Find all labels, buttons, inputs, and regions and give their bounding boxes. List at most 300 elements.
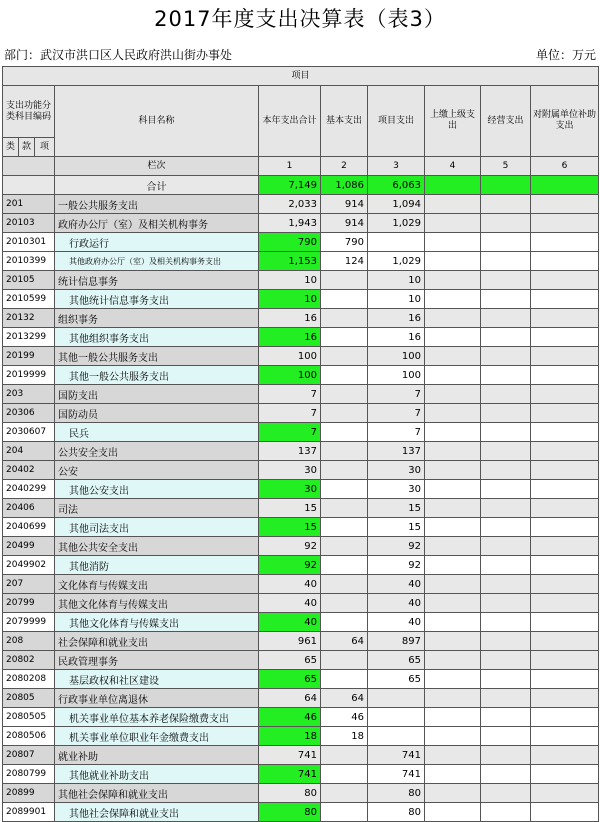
sum-operating [481,176,531,195]
row-subject-name: 国防支出 [55,385,259,404]
row-basic [321,404,368,423]
row-total: 100 [259,366,321,385]
header-operating: 经营支出 [481,86,531,157]
row-subject-name: 基层政权和社区建设 [55,670,259,689]
row-basic: 790 [321,233,368,252]
row-operating [481,404,531,423]
row-basic [321,309,368,328]
row-subject-name: 政府办公厅（室）及相关机构事务 [55,214,259,233]
row-basic [321,366,368,385]
row-upper [425,689,481,708]
row-affiliated [531,537,599,556]
row-upper [425,404,481,423]
row-affiliated [531,556,599,575]
row-affiliated [531,271,599,290]
row-affiliated [531,689,599,708]
row-total: 7 [259,423,321,442]
row-upper [425,442,481,461]
row-code: 20199 [3,347,55,366]
table-row [3,632,599,651]
sum-affiliated [531,176,599,195]
row-subject-name: 行政事业单位离退休 [55,689,259,708]
row-affiliated [531,727,599,746]
table-row [3,385,599,404]
row-affiliated [531,499,599,518]
row-operating [481,765,531,784]
row-upper [425,594,481,613]
row-operating [481,746,531,765]
row-subject-name: 公安 [55,461,259,480]
row-upper [425,499,481,518]
row-upper [425,575,481,594]
row-code: 20105 [3,271,55,290]
row-subject-name: 其他一般公共服务支出 [55,347,259,366]
row-affiliated [531,803,599,822]
table-row [3,442,599,461]
row-basic [321,290,368,309]
row-affiliated [531,784,599,803]
table-row [3,366,599,385]
row-code: 204 [3,442,55,461]
row-total: 40 [259,594,321,613]
row-basic: 914 [321,214,368,233]
row-code: 20805 [3,689,55,708]
row-operating [481,195,531,214]
col-num: 1 [259,157,321,176]
row-project [368,708,425,727]
row-basic [321,537,368,556]
row-total: 92 [259,556,321,575]
row-project: 65 [368,651,425,670]
row-code: 2030607 [3,423,55,442]
row-subject-name: 其他就业补助支出 [55,765,259,784]
row-subject-name: 民政管理事务 [55,651,259,670]
row-subject-name: 其他一般公共服务支出 [55,366,259,385]
row-total: 40 [259,575,321,594]
row-upper [425,556,481,575]
row-project: 1,029 [368,214,425,233]
row-code: 2010301 [3,233,55,252]
row-project: 16 [368,328,425,347]
table-row [3,537,599,556]
row-total: 40 [259,613,321,632]
header-lei: 类 [3,138,19,157]
row-upper [425,518,481,537]
row-total: 10 [259,290,321,309]
row-code: 20802 [3,651,55,670]
row-total: 790 [259,233,321,252]
row-operating [481,594,531,613]
report-meta [4,46,596,66]
row-total: 16 [259,328,321,347]
row-upper [425,708,481,727]
table-row [3,309,599,328]
row-total: 15 [259,518,321,537]
header-basic: 基本支出 [321,86,368,157]
row-basic [321,480,368,499]
row-operating [481,442,531,461]
row-upper [425,480,481,499]
row-code: 20306 [3,404,55,423]
table-row [3,290,599,309]
table-row [3,252,599,271]
row-affiliated [531,385,599,404]
row-operating [481,366,531,385]
row-subject-name: 公共安全支出 [55,442,259,461]
row-affiliated [531,708,599,727]
row-project: 80 [368,784,425,803]
row-basic: 914 [321,195,368,214]
row-subject-name: 就业补助 [55,746,259,765]
row-operating [481,708,531,727]
row-total: 741 [259,765,321,784]
row-project: 30 [368,461,425,480]
row-total: 1,153 [259,252,321,271]
row-affiliated [531,575,599,594]
table-row [3,214,599,233]
row-affiliated [531,366,599,385]
row-affiliated [531,309,599,328]
row-affiliated [531,765,599,784]
row-upper [425,328,481,347]
table-row [3,480,599,499]
row-affiliated [531,423,599,442]
header-subject-name: 科目名称 [55,86,259,157]
table-row [3,271,599,290]
row-project: 1,029 [368,252,425,271]
row-affiliated [531,746,599,765]
sum-project: 6,063 [368,176,425,195]
table-row [3,784,599,803]
table-row [3,423,599,442]
row-subject-name: 其他社会保障和就业支出 [55,803,259,822]
row-code: 203 [3,385,55,404]
row-project: 1,094 [368,195,425,214]
table-row [3,670,599,689]
row-total: 65 [259,670,321,689]
row-operating [481,214,531,233]
row-project: 92 [368,537,425,556]
row-upper [425,537,481,556]
row-affiliated [531,442,599,461]
row-total: 80 [259,803,321,822]
row-upper [425,195,481,214]
row-total: 2,033 [259,195,321,214]
row-upper [425,461,481,480]
row-subject-name: 机关事业单位职业年金缴费支出 [55,727,259,746]
header-project: 项目 [3,67,599,86]
row-project: 7 [368,385,425,404]
row-operating [481,271,531,290]
row-project: 15 [368,518,425,537]
row-code: 2013299 [3,328,55,347]
row-project [368,727,425,746]
row-total: 80 [259,784,321,803]
row-total: 961 [259,632,321,651]
row-code: 20499 [3,537,55,556]
row-subject-name: 其他消防 [55,556,259,575]
header-kuan: 款 [19,138,35,157]
row-project: 7 [368,404,425,423]
row-project: 7 [368,423,425,442]
row-basic [321,423,368,442]
row-operating [481,385,531,404]
row-upper [425,651,481,670]
row-upper [425,233,481,252]
row-total: 137 [259,442,321,461]
row-affiliated [531,461,599,480]
row-operating [481,632,531,651]
row-subject-name: 机关事业单位基本养老保险缴费支出 [55,708,259,727]
row-operating [481,537,531,556]
row-upper [425,271,481,290]
page-title: 2017年度支出决算表（表3） [154,7,446,31]
row-project: 15 [368,499,425,518]
row-basic: 18 [321,727,368,746]
row-total: 100 [259,347,321,366]
row-code: 2080208 [3,670,55,689]
header-column-label: 栏次 [55,157,259,176]
row-affiliated [531,613,599,632]
row-total: 18 [259,727,321,746]
row-code: 2080505 [3,708,55,727]
row-project: 741 [368,765,425,784]
row-code: 20406 [3,499,55,518]
row-upper [425,765,481,784]
table-row [3,651,599,670]
row-upper [425,803,481,822]
table-row [3,727,599,746]
row-code: 20132 [3,309,55,328]
row-subject-name: 其他公共安全支出 [55,537,259,556]
table-row [3,499,599,518]
row-subject-name: 其他司法支出 [55,518,259,537]
row-total: 1,943 [259,214,321,233]
row-code: 2080506 [3,727,55,746]
row-upper [425,632,481,651]
row-basic: 124 [321,252,368,271]
col-num: 4 [425,157,481,176]
row-upper [425,366,481,385]
row-project [368,233,425,252]
row-operating [481,499,531,518]
row-operating [481,252,531,271]
row-total: 10 [259,271,321,290]
row-operating [481,233,531,252]
row-code: 2040299 [3,480,55,499]
row-subject-name: 一般公共服务支出 [55,195,259,214]
row-affiliated [531,651,599,670]
row-subject-name: 其他文化体育与传媒支出 [55,594,259,613]
row-project: 16 [368,309,425,328]
table-body [3,195,599,822]
row-operating [481,309,531,328]
row-code: 20807 [3,746,55,765]
row-code: 2010399 [3,252,55,271]
row-basic [321,556,368,575]
row-basic [321,670,368,689]
table-row [3,746,599,765]
row-code: 20402 [3,461,55,480]
header-project-exp: 项目支出 [368,86,425,157]
row-total: 741 [259,746,321,765]
row-operating [481,423,531,442]
row-operating [481,290,531,309]
row-project: 40 [368,594,425,613]
row-operating [481,556,531,575]
row-project: 65 [368,670,425,689]
row-total: 7 [259,385,321,404]
row-basic [321,271,368,290]
row-upper [425,385,481,404]
row-code: 201 [3,195,55,214]
row-affiliated [531,214,599,233]
header-xiang: 项 [35,138,55,157]
col-num: 2 [321,157,368,176]
row-project: 10 [368,271,425,290]
table-row [3,689,599,708]
row-project: 100 [368,347,425,366]
row-basic [321,594,368,613]
row-affiliated [531,670,599,689]
row-subject-name: 司法 [55,499,259,518]
row-operating [481,784,531,803]
table-row [3,347,599,366]
row-basic [321,461,368,480]
row-basic: 64 [321,689,368,708]
row-operating [481,518,531,537]
table-row [3,765,599,784]
row-subject-name: 民兵 [55,423,259,442]
row-basic [321,765,368,784]
table-row [3,556,599,575]
row-code: 2089901 [3,803,55,822]
row-affiliated [531,290,599,309]
sum-basic: 1,086 [321,176,368,195]
table-row [3,613,599,632]
sum-total: 7,149 [259,176,321,195]
table-row [3,518,599,537]
row-total: 64 [259,689,321,708]
row-code: 2019999 [3,366,55,385]
header-total: 本年支出合计 [259,86,321,157]
row-upper [425,613,481,632]
row-total: 15 [259,499,321,518]
row-subject-name: 国防动员 [55,404,259,423]
row-project: 30 [368,480,425,499]
row-project: 897 [368,632,425,651]
row-total: 30 [259,480,321,499]
table-row [3,803,599,822]
header-upper-sub: 上缴上级支出 [425,86,481,157]
row-operating [481,575,531,594]
row-basic [321,442,368,461]
row-project: 80 [368,803,425,822]
row-affiliated [531,347,599,366]
row-subject-name: 组织事务 [55,309,259,328]
row-upper [425,347,481,366]
row-basic [321,803,368,822]
row-basic [321,385,368,404]
row-code: 2040699 [3,518,55,537]
row-basic: 64 [321,632,368,651]
row-affiliated [531,404,599,423]
row-upper [425,309,481,328]
row-subject-name: 其他公安支出 [55,480,259,499]
row-basic [321,746,368,765]
row-upper [425,727,481,746]
row-affiliated [531,233,599,252]
row-total: 16 [259,309,321,328]
row-subject-name: 行政运行 [55,233,259,252]
row-operating [481,670,531,689]
row-upper [425,290,481,309]
table-row [3,461,599,480]
header-affiliated: 对附属单位补助支出 [531,86,599,157]
row-code: 20899 [3,784,55,803]
col-num: 3 [368,157,425,176]
row-total: 92 [259,537,321,556]
row-project: 137 [368,442,425,461]
row-operating [481,689,531,708]
row-subject-name: 其他文化体育与传媒支出 [55,613,259,632]
row-affiliated [531,195,599,214]
row-project: 40 [368,613,425,632]
row-upper [425,214,481,233]
row-upper [425,252,481,271]
row-subject-name: 统计信息事务 [55,271,259,290]
table-row [3,708,599,727]
row-subject-name: 其他社会保障和就业支出 [55,784,259,803]
row-basic [321,575,368,594]
row-total: 30 [259,461,321,480]
row-upper [425,784,481,803]
row-upper [425,423,481,442]
row-code: 2079999 [3,613,55,632]
row-subject-name: 其他统计信息事务支出 [55,290,259,309]
row-basic [321,518,368,537]
row-project: 741 [368,746,425,765]
row-total: 65 [259,651,321,670]
row-basic [321,499,368,518]
expenditure-table [2,66,599,822]
row-operating [481,480,531,499]
row-code: 2049902 [3,556,55,575]
row-code: 2010599 [3,290,55,309]
row-total: 46 [259,708,321,727]
row-subject-name: 社会保障和就业支出 [55,632,259,651]
table-row [3,233,599,252]
row-code: 208 [3,632,55,651]
table-row [3,328,599,347]
row-subject-name: 其他政府办公厅（室）及相关机构事务支出 [55,252,259,271]
row-basic [321,347,368,366]
row-affiliated [531,252,599,271]
row-code: 207 [3,575,55,594]
row-code: 2080799 [3,765,55,784]
row-upper [425,746,481,765]
row-subject-name: 其他组织事务支出 [55,328,259,347]
row-basic [321,613,368,632]
row-basic [321,328,368,347]
row-operating [481,328,531,347]
row-basic [321,784,368,803]
row-affiliated [531,328,599,347]
row-operating [481,613,531,632]
row-project: 100 [368,366,425,385]
unit-label: 单位：万元 [535,48,596,62]
sum-label: 合计 [55,176,259,195]
